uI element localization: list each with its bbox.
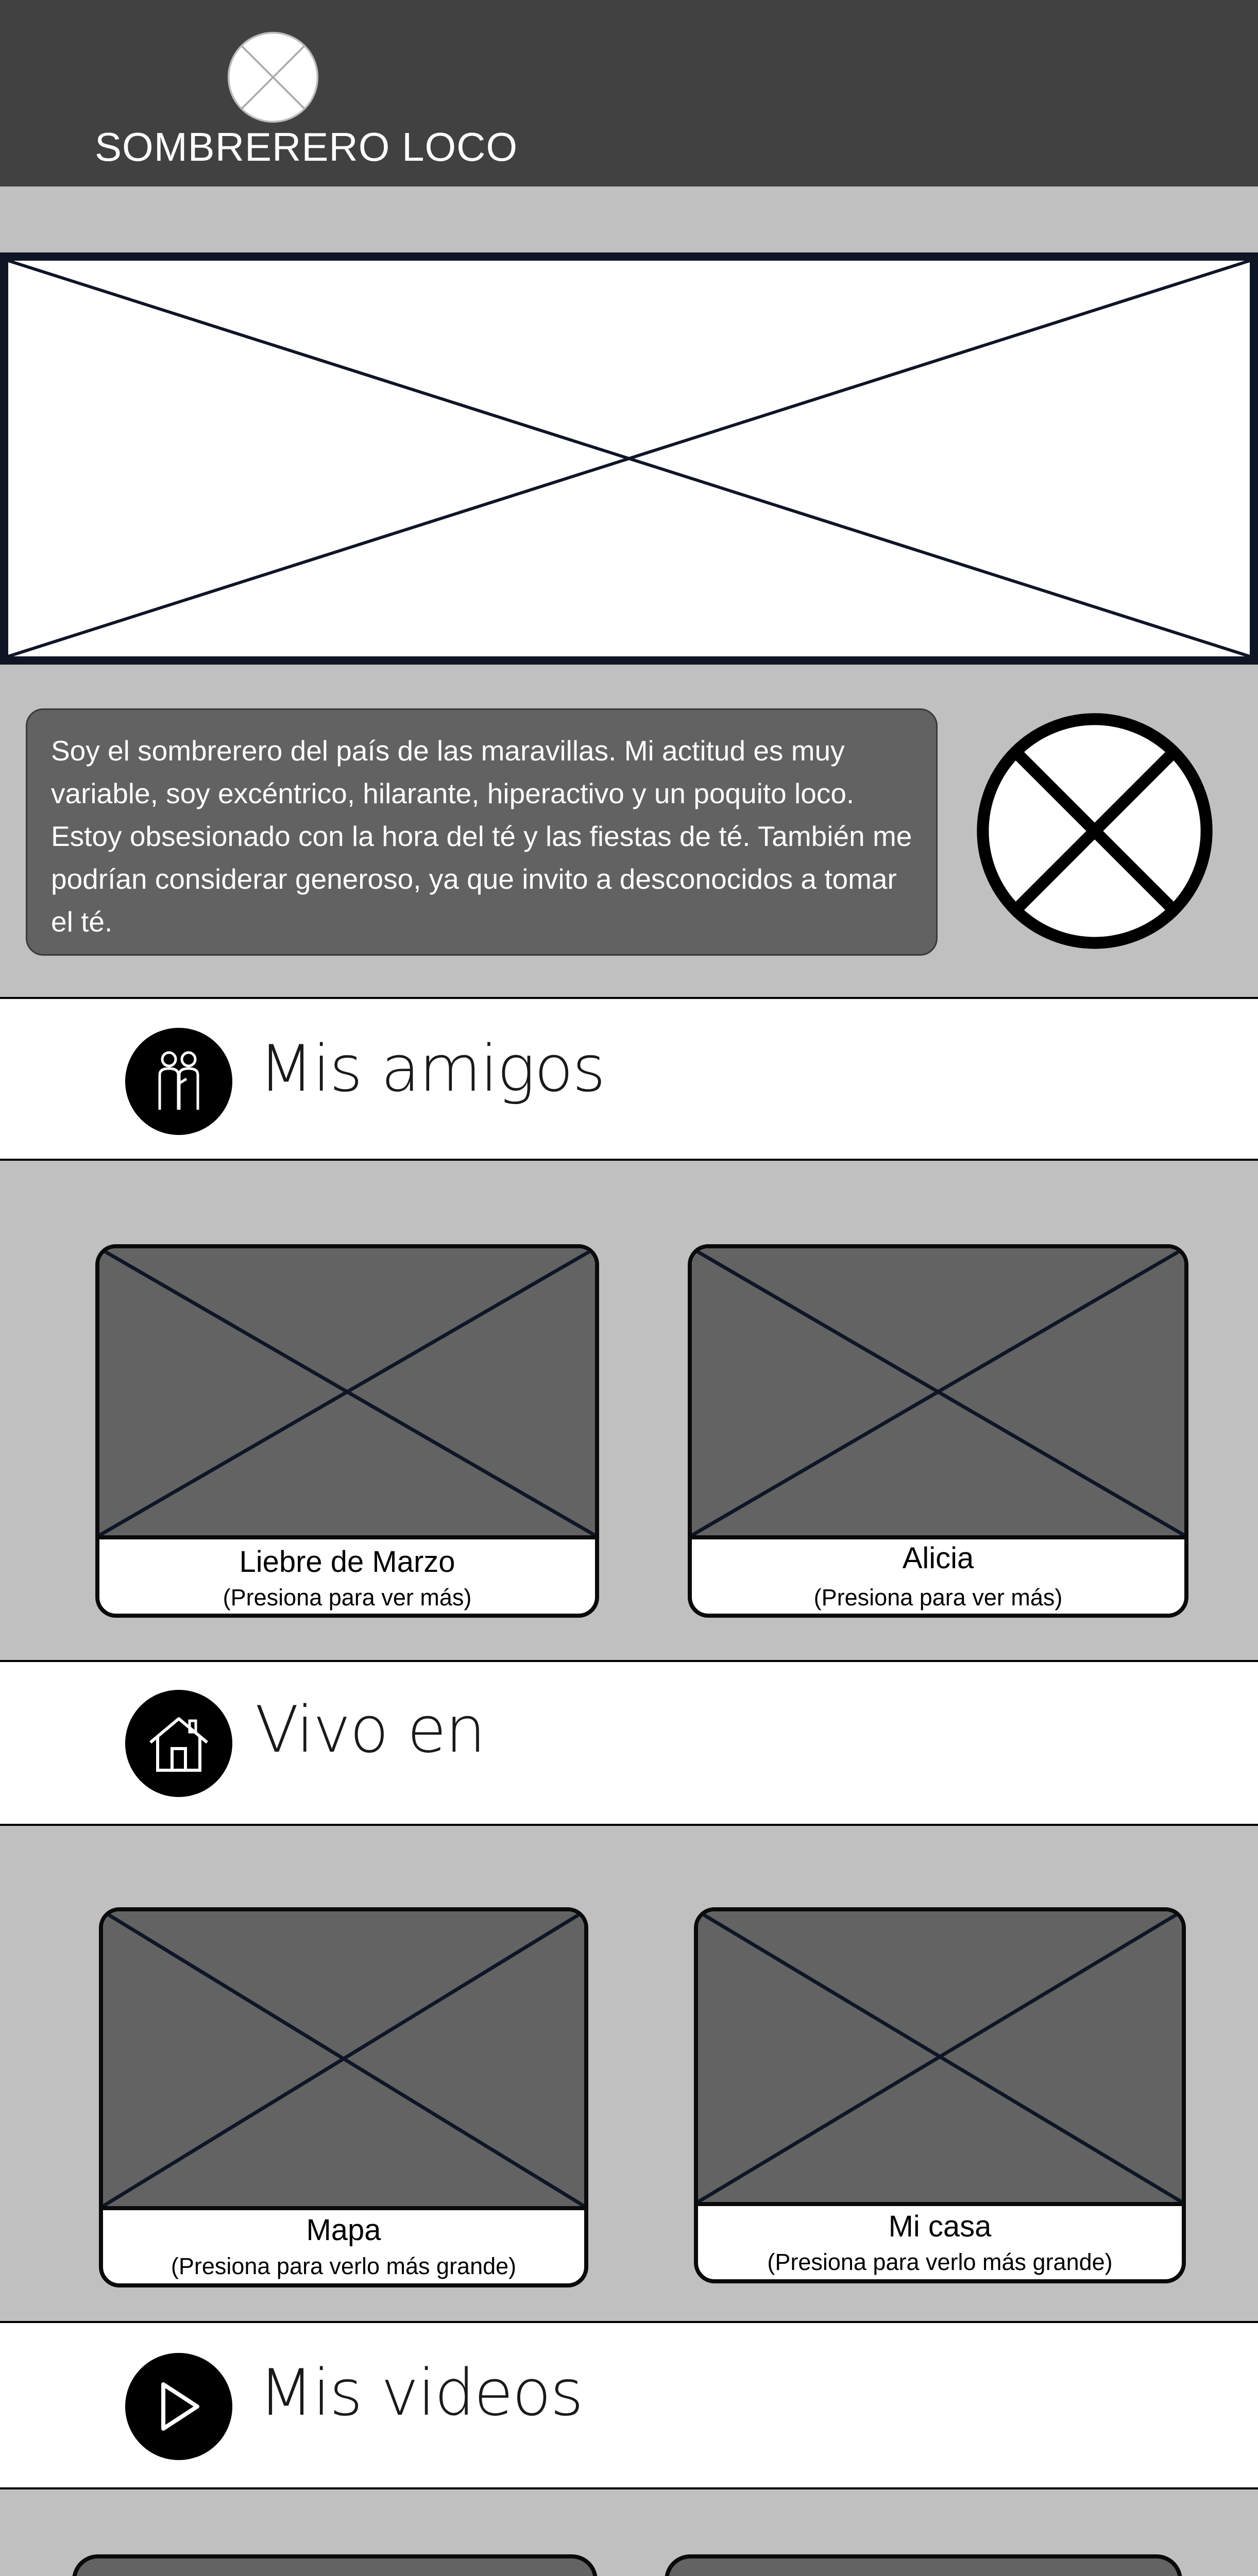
house-icon [125,1690,232,1797]
image-placeholder-icon [698,1911,1182,2206]
friend-hint: (Presiona para ver más) [223,1584,472,1611]
image-placeholder-icon [99,1248,595,1539]
place-hint: (Presiona para verlo más grande) [171,2253,517,2279]
place-card[interactable] [694,1907,1186,2283]
friend-name: Alicia [902,1541,974,1575]
place-name: Mi casa [888,2210,992,2243]
friend-hint: (Presiona para ver más) [813,1584,1063,1611]
friend-name: Liebre de Marzo [239,1545,455,1579]
friend-card[interactable] [95,1244,599,1618]
place-hint: (Presiona para verlo más grande) [767,2249,1113,2275]
image-placeholder-icon [8,261,1250,656]
friend-card[interactable] [688,1244,1188,1618]
play-icon [125,2353,232,2460]
place-name: Mapa [306,2213,381,2247]
image-placeholder-icon [692,1248,1184,1539]
section-title-friends: Mis amigos [259,1032,605,1106]
section-title-home: Vivo en [255,1693,485,1767]
bio-text: Soy el sombrerero del país de las maravillas. Mi actitud es muy variable, soy excéntrico, hilarante, hiperactivo y un poquito loco. Estoy obsesionado con la hora del té y las fiestas de té. También me podrían considerar generoso, ya que invito a desconocidos a tomar el té. [26,708,938,956]
hero-image [0,252,1258,665]
avatar-placeholder-icon [976,712,1214,950]
placeholder-circle-icon [227,31,319,124]
friends-icon [125,1028,232,1135]
place-card[interactable] [99,1907,588,2287]
image-placeholder-icon [103,1911,584,2210]
video-player[interactable] [665,2554,1182,2576]
section-title-videos: Mis videos [259,2356,583,2430]
video-player[interactable] [72,2554,598,2576]
site-title: SOMBRERERO LOCO [95,124,518,170]
